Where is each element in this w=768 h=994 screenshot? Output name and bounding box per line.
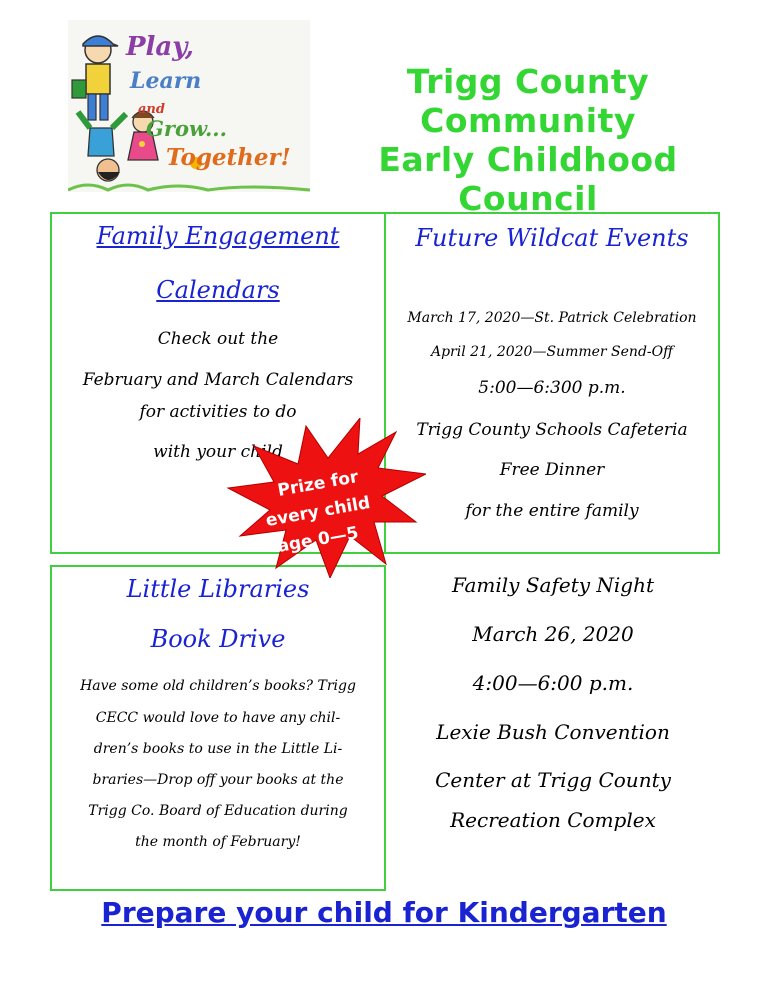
book-drive-title: Book Drive xyxy=(150,625,286,653)
event-family: for the entire family xyxy=(465,501,639,521)
little-libraries-text-3: dren’s books to use in the Little Li- xyxy=(93,741,343,757)
future-wildcat-box xyxy=(384,212,720,554)
event-location: Trigg County Schools Cafeteria xyxy=(416,420,688,440)
family-engagement-text-4: with your child xyxy=(153,442,283,462)
family-engagement-title-line2[interactable]: Calendars xyxy=(156,276,280,304)
family-safety-title: Family Safety Night xyxy=(451,573,655,597)
family-safety-venue-3: Recreation Complex xyxy=(450,808,656,832)
event-st-patrick: March 17, 2020—St. Patrick Celebration xyxy=(407,310,697,326)
little-libraries-box xyxy=(50,565,386,891)
little-libraries-text-5: Trigg Co. Board of Education during xyxy=(88,803,348,819)
prize-starburst xyxy=(210,418,426,578)
kindergarten-link[interactable]: Prepare your child for Kindergarten xyxy=(101,896,667,929)
family-engagement-title-line1[interactable]: Family Engagement xyxy=(96,222,340,250)
family-safety-section xyxy=(386,565,720,865)
logo-word-learn: Learn xyxy=(130,68,202,94)
future-wildcat-title: Future Wildcat Events xyxy=(415,224,689,252)
starburst-line3: age 0—5 xyxy=(276,523,360,557)
little-libraries-text-2: CECC would love to have any chil- xyxy=(95,710,341,726)
logo xyxy=(68,20,310,192)
family-safety-venue-1: Lexie Bush Convention xyxy=(436,720,670,744)
little-libraries-text-6: the month of February! xyxy=(135,834,301,850)
logo-word-together: Together! xyxy=(166,144,291,171)
starburst-line2: every child xyxy=(264,492,372,532)
page-title-line2: Early Childhood Council xyxy=(378,140,678,218)
logo-word-play: Play, xyxy=(126,32,194,62)
page-title-line1: Trigg County Community xyxy=(406,62,650,140)
little-libraries-title: Little Libraries xyxy=(126,575,310,603)
family-engagement-text-3: for activities to do xyxy=(139,402,297,422)
event-time: 5:00—6:300 p.m. xyxy=(478,378,626,398)
logo-word-grow: Grow... xyxy=(146,116,227,141)
family-safety-venue-2: Center at Trigg County xyxy=(435,768,671,792)
starburst-line1: Prize for xyxy=(276,467,360,501)
family-safety-date: March 26, 2020 xyxy=(472,622,634,646)
event-dinner: Free Dinner xyxy=(499,460,605,480)
little-libraries-text-1: Have some old children’s books? Trigg xyxy=(80,678,356,694)
family-engagement-text-2: February and March Calendars xyxy=(82,370,354,390)
family-safety-time: 4:00—6:00 p.m. xyxy=(472,671,634,695)
event-summer-send-off: April 21, 2020—Summer Send-Off xyxy=(430,344,674,360)
logo-word-and: and xyxy=(138,102,165,117)
little-libraries-text-4: braries—Drop off your books at the xyxy=(92,772,344,788)
family-engagement-text-1: Check out the xyxy=(157,329,279,349)
